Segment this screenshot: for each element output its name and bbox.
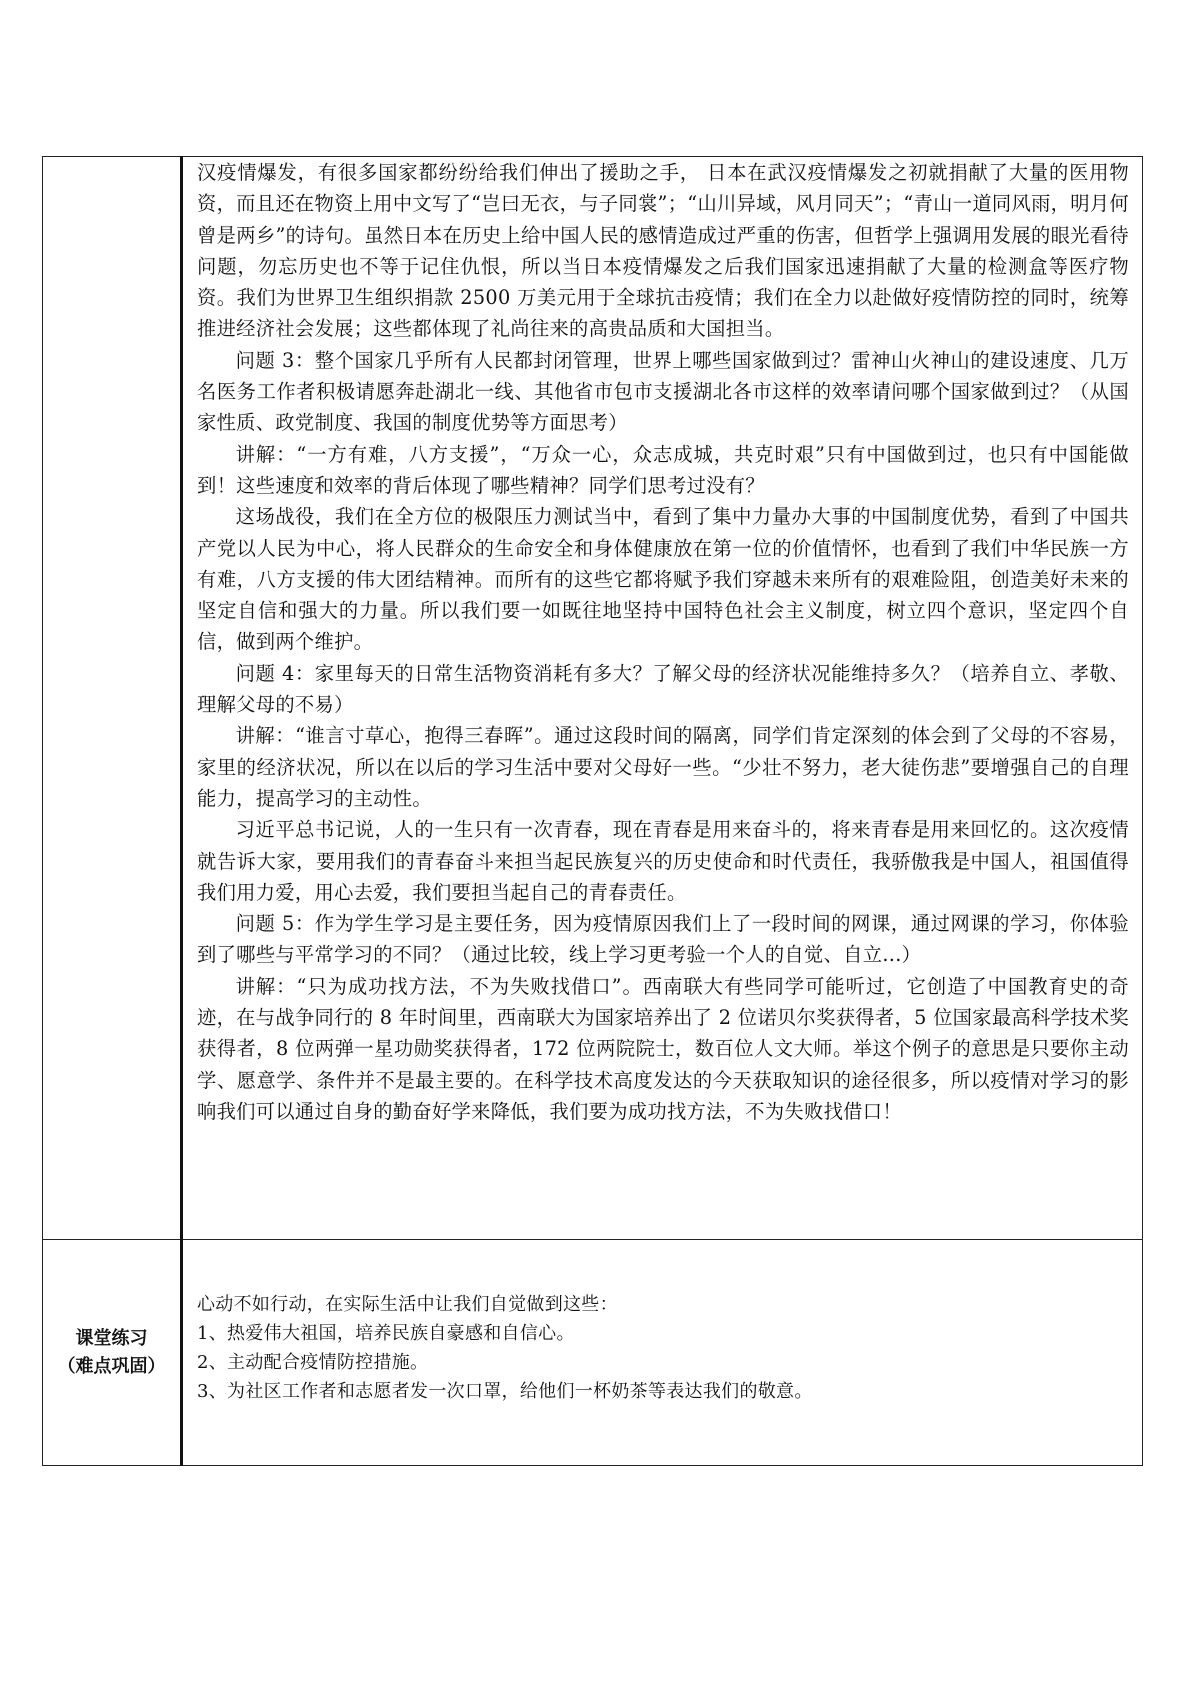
practice-item-3: 3、为社区工作者和志愿者发一次口罩，给他们一杯奶茶等表达我们的敬意。	[197, 1381, 813, 1402]
explanation-5: 讲解：“只为成功找方法，不为失败找借口”。西南联大有些同学可能听过，它创造了中国教育史的奇迹，在与战争同行的 8 年时间里，西南联大为国家培养出了 2 位诺贝尔奖获得者，5 位国家最高科学技术奖获得者，8 位两弹一星功勋奖获得者，172 位两院院士，数百位人文大师。举这个例子的意思是只要你主动学、愿意学、条件并不是最主要的。在科学技术高度发达的今天获取知识的途径很多，所以疫情对学习的影响我们可以通过自身的勤奋好学来降低，我们要为成功找方法，不为失败找借口！	[197, 974, 1129, 1123]
practice-text	[183, 1240, 1142, 1406]
practice-content-cell	[182, 1240, 1143, 1466]
row-label-empty	[43, 157, 182, 1240]
table-row-explanation	[43, 157, 1143, 1240]
practice-label-line1: 课堂练习	[75, 1327, 148, 1349]
practice-label	[43, 1325, 180, 1381]
lesson-plan-table	[42, 156, 1143, 1466]
paragraph: 汉疫情爆发，有很多国家都纷纷给我们伸出了援助之手， 日本在武汉疫情爆发之初就捐献了大量的医用物资，而且还在物资上用中文写了“岂曰无衣，与子同裳”；“山川异域，风月同天”；“青山一道同风雨，明月何曾是两乡”的诗句。虽然日本在历史上给中国人民的感情造成过严重的伤害，但哲学上强调用发展的眼光看待问题，勿忘历史也不等于记住仇恨，所以当日本疫情爆发之后我们国家迅速捐献了大量的检测盒等医疗物资。我们为世界卫生组织捐款 2500 万美元用于全球抗击疫情；我们在全力以赴做好疫情防控的同时，统筹推进经济社会发展；这些都体现了礼尚往来的高贵品质和大国担当。	[197, 161, 1129, 341]
practice-intro: 心动不如行动，在实际生活中让我们自觉做到这些：	[197, 1294, 618, 1315]
question-3: 问题 3：整个国家几乎所有人民都封闭管理，世界上哪些国家做到过？雷神山火神山的建设速度、几万名医务工作者积极请愿奔赴湖北一线、其他省市包市支援湖北各市这样的效率请问哪个国家做到过？（从国家性质、政党制度、我国的制度优势等方面思考）	[197, 348, 1129, 435]
practice-label-line2: （难点巩固）	[57, 1355, 166, 1377]
practice-label-cell	[43, 1240, 182, 1466]
practice-item-2: 2、主动配合疫情防控措施。	[197, 1352, 429, 1373]
paragraph: 这场战役，我们在全方位的极限压力测试当中，看到了集中力量办大事的中国制度优势，看到了中国共产党以人民为中心，将人民群众的生命安全和身体健康放在第一位的价值情怀，也看到了我们中华民族一方有难，八方支援的伟大团结精神。而所有的这些它都将赋予我们穿越未来所有的艰难险阻，创造美好未来的坚定自信和强大的力量。所以我们要一如既往地坚持中国特色社会主义制度，树立四个意识，坚定四个自信，做到两个维护。	[197, 505, 1129, 654]
explanation-4: 讲解：“谁言寸草心，抱得三春晖”。通过这段时间的隔离，同学们肯定深刻的体会到了父母的不容易，家里的经济状况，所以在以后的学习生活中要对父母好一些。“少壮不努力，老大徒伤悲”要增强自己的自理能力，提高学习的主动性。	[197, 724, 1129, 810]
table-row-practice	[43, 1240, 1143, 1466]
question-4: 问题 4：家里每天的日常生活物资消耗有多大？了解父母的经济状况能维持多久？（培养自立、孝敬、理解父母的不易）	[197, 661, 1129, 717]
explanation-3: 讲解：“一方有难，八方支援”，“万众一心，众志成城，共克时艰”只有中国做到过，也只有中国能做到！这些速度和效率的背后体现了哪些精神？同学们思考过没有？	[197, 442, 1129, 497]
practice-item-1: 1、热爱伟大祖国，培养民族自豪感和自信心。	[197, 1323, 575, 1344]
explanation-text	[183, 157, 1142, 1127]
paragraph: 习近平总书记说，人的一生只有一次青春，现在青春是用来奋斗的，将来青春是用来回忆的。这次疫情就告诉大家，要用我们的青春奋斗来担当起民族复兴的历史使命和时代责任，我骄傲我是中国人，祖国值得我们用力爱，用心去爱，我们要担当起自己的青春责任。	[197, 818, 1129, 904]
explanation-content-cell	[182, 157, 1143, 1240]
question-5: 问题 5：作为学生学习是主要任务，因为疫情原因我们上了一段时间的网课，通过网课的学习，你体验到了哪些与平常学习的不同？（通过比较，线上学习更考验一个人的自觉、自立...）	[197, 912, 1129, 967]
